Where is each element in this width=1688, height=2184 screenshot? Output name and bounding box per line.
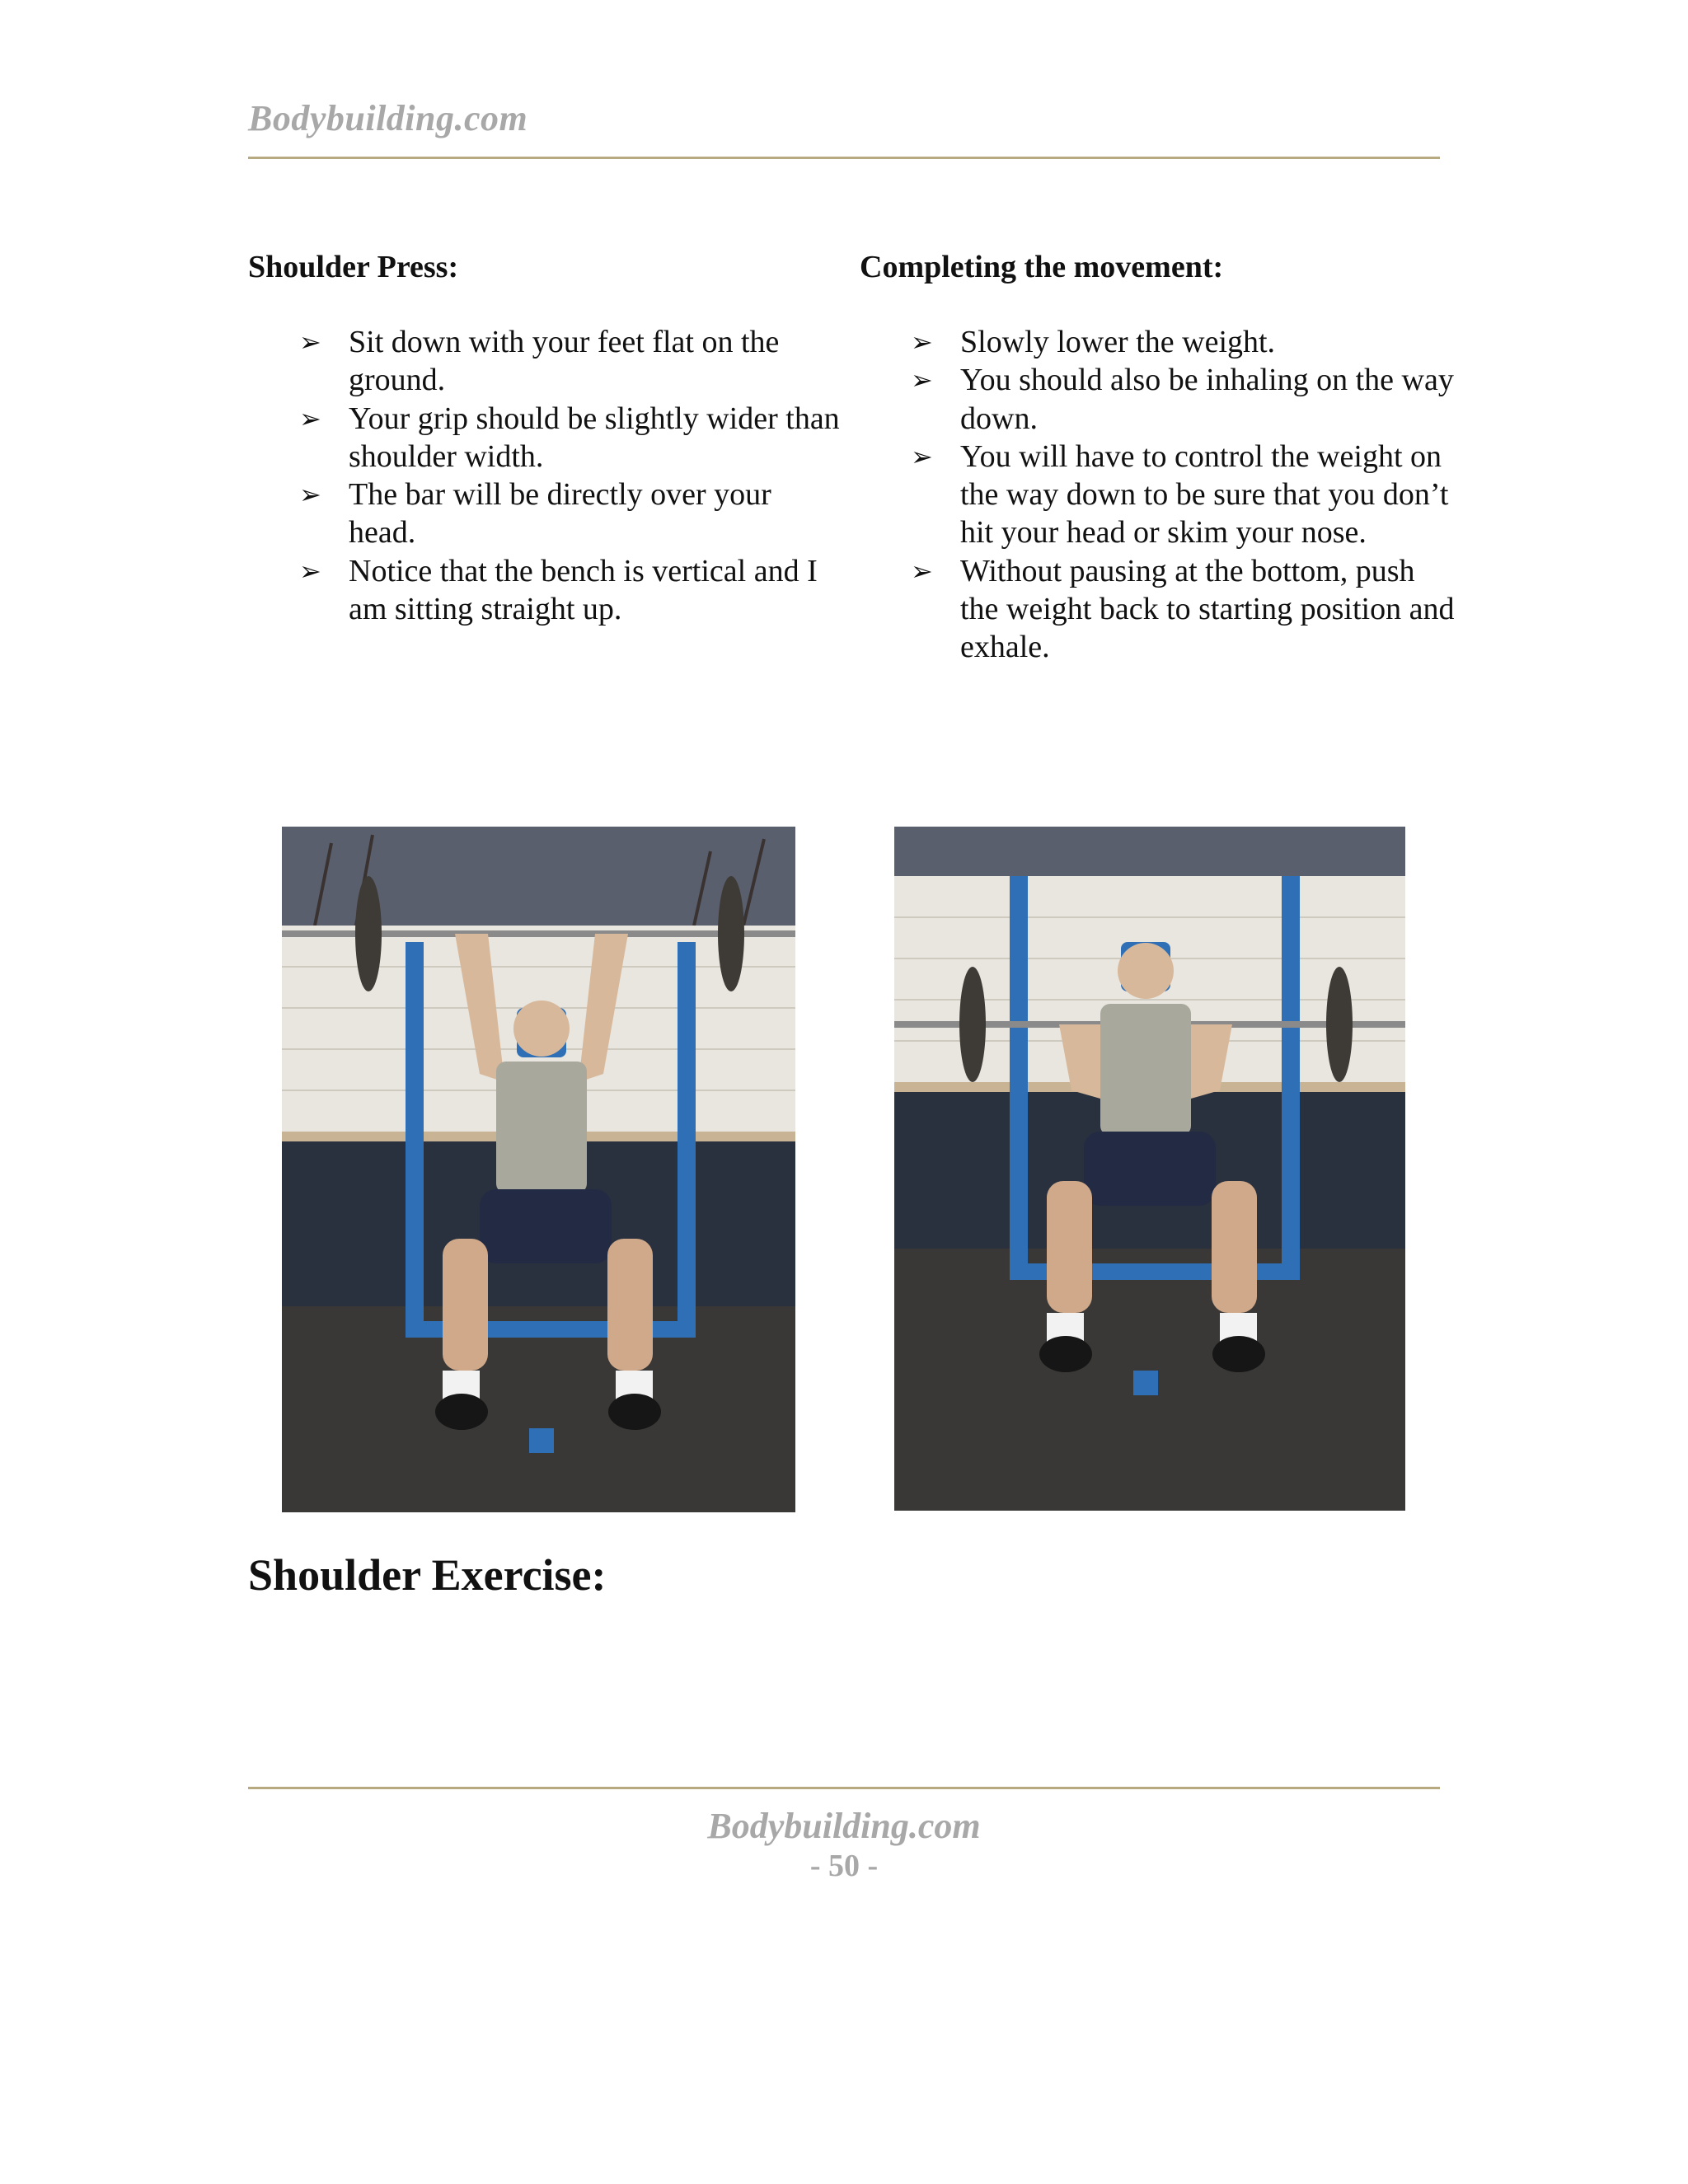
list-item: ➢ You should also be inhaling on the way down. (911, 363, 1454, 436)
arrow-bullet-icon: ➢ (299, 555, 321, 587)
list-item: ➢ Without pausing at the bottom, push the weight back to starting position and exhale. (911, 553, 1455, 665)
arrow-bullet-icon: ➢ (911, 364, 933, 396)
list-item: ➢ You will have to control the weight on the way down to be sure that you don’t hit your head or skim your nose. (911, 438, 1449, 551)
shoulder-press-title: Shoulder Press: (248, 250, 459, 284)
arrow-bullet-icon: ➢ (299, 326, 321, 358)
header-rule (248, 157, 1440, 159)
arrow-bullet-icon: ➢ (911, 440, 933, 472)
shoulder-press-bottom-photo (894, 827, 1405, 1511)
page-number: - 50 - (809, 1849, 879, 1883)
arrow-bullet-icon: ➢ (299, 479, 321, 511)
list-item: ➢ Slowly lower the weight. (911, 323, 1455, 361)
footer-rule (248, 1787, 1440, 1789)
header-brand: Bodybuilding.com (248, 98, 528, 138)
list-item: ➢ Sit down with your feet flat on the ground. (299, 325, 780, 398)
section-heading: Shoulder Exercise: (248, 1550, 607, 1600)
shoulder-press-top-photo (282, 827, 795, 1512)
list-item: ➢ Notice that the bench is vertical and I am sitting straight up. (299, 553, 818, 627)
completing-movement-title: Completing the movement: (860, 250, 1224, 284)
list-item: ➢ The bar will be directly over your head. (299, 477, 771, 551)
arrow-bullet-icon: ➢ (299, 402, 321, 434)
list-item: ➢ Your grip should be slightly wider than shoulder width. (299, 401, 840, 474)
arrow-bullet-icon: ➢ (911, 326, 933, 358)
footer-brand: Bodybuilding.com (707, 1806, 981, 1846)
shoulder-press-list (299, 323, 843, 628)
arrow-bullet-icon: ➢ (911, 555, 933, 587)
completing-movement-list (911, 323, 1455, 667)
